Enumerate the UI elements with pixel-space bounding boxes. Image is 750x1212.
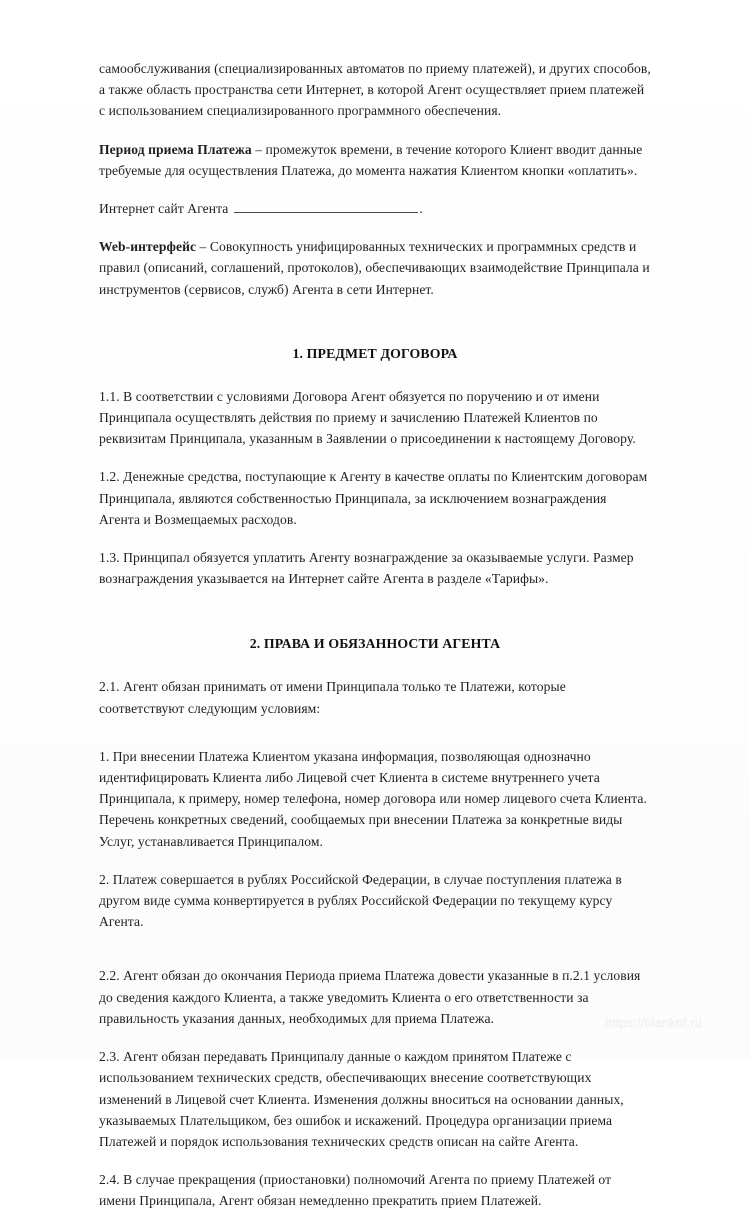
agent-site-label: Интернет сайт Агента	[99, 201, 229, 217]
agent-site-input-rule[interactable]	[234, 202, 418, 213]
definition-term-body: – промежуток времени, в течение которого Клиент вводит данные требуемые для осуществления Платежа, до момента нажатия Клиентом кнопки «оплатить».	[99, 141, 643, 178]
clause-1-3: 1.3. Принципал обязуется уплатить Агенту вознаграждение за оказываемые услуги. Размер вознаграждения указывается на Интернет сайте Агента в разделе «Тарифы».	[99, 550, 634, 587]
clause-1-2: 1.2. Денежные средства, поступающие к Агенту в качестве оплаты по Клиентским договорам Принципала, являются собственностью Принципала, за исключением вознаграждения Агента и Возмещаемых расходов.	[99, 469, 648, 527]
definition-period-priema-platezha	[99, 139, 651, 181]
definition-term-label: Период приема Платежа	[99, 141, 252, 157]
agent-site-fill-line	[99, 198, 651, 219]
definition-web-interface	[99, 236, 651, 300]
clause-2-1: 2.1. Агент обязан принимать от имени Принципала только те Платежи, которые соответствуют следующим условиям:	[99, 679, 566, 716]
clause-2-2: 2.2. Агент обязан до окончания Периода приема Платежа довести указанные в п.2.1 условия до сведения каждого Клиента, а также уведомить Клиента о его ответственности за правильность указания данных, необходимых для приема Платежа.	[99, 968, 641, 1026]
site-watermark: https://blankof.ru	[605, 1016, 702, 1030]
document-content	[99, 58, 651, 1212]
condition-item-2: 2. Платеж совершается в рублях Российской Федерации, в случае поступления платежа в другом виде сумма конвертируется в рублях Российской Федерации по текущему курсу Агента.	[99, 871, 622, 930]
clause-2-4: 2.4. В случае прекращения (приостановки) полномочий Агента по приему Платежей от имени Принципала, Агент обязан немедленно прекратить прием Платежей.	[99, 1172, 612, 1209]
definition-web-label: Web-интерфейс	[99, 239, 197, 255]
section-heading-2: 2. ПРАВА И ОБЯЗАННОСТИ АГЕНТА	[249, 636, 501, 652]
clause-2-3: 2.3. Агент обязан передавать Принципалу данные о каждом принятом Платеже с использованием технических средств, обеспечивающих внесение соответствующих изменений в Лицевой счет Клиента. Изменения должны вноситься на основании данных, указываемых Плательщиком, без ошибок и искажений. Процедура организации приема Платежей и порядок использования технических средств описан на сайте Агента.	[99, 1049, 624, 1149]
agent-site-trailing-period: .	[419, 201, 423, 217]
clause-1-1: 1.1. В соответствии с условиями Договора Агент обязуется по поручению и от имени Принципала осуществлять действия по приему и зачислению Платежей Клиентов по реквизитам Принципала, указанным в Заявлении о присоединении к настоящему Договору.	[99, 388, 636, 447]
section-heading-1: 1. ПРЕДМЕТ ДОГОВОРА	[292, 345, 458, 361]
definition-web-body: – Совокупность унифицированных технических и программных средств и правил (описаний, соглашений, протоколов), обеспечивающих взаимодействие Принципала и инструментов (сервисов, служб) Агента в сети Интернет.	[99, 239, 650, 297]
paragraph-continued: самообслуживания (специализированных автоматов по приему платежей), и других способов, а также область пространства сети Интернет, в которой Агент осуществляет прием платежей с использованием специализированного программного обеспечения.	[99, 61, 651, 119]
condition-item-1: 1. При внесении Платежа Клиентом указана информация, позволяющая однозначно идентифицировать Клиента либо Лицевой счет Клиента в системе внутреннего учета Принципала, к примеру, номер телефона, номер договора или номер лицевого счета Клиента. Перечень конкретных сведений, сообщаемых при внесении Платежа за конкретные виды Услуг, устанавливается Принципалом.	[99, 748, 647, 849]
